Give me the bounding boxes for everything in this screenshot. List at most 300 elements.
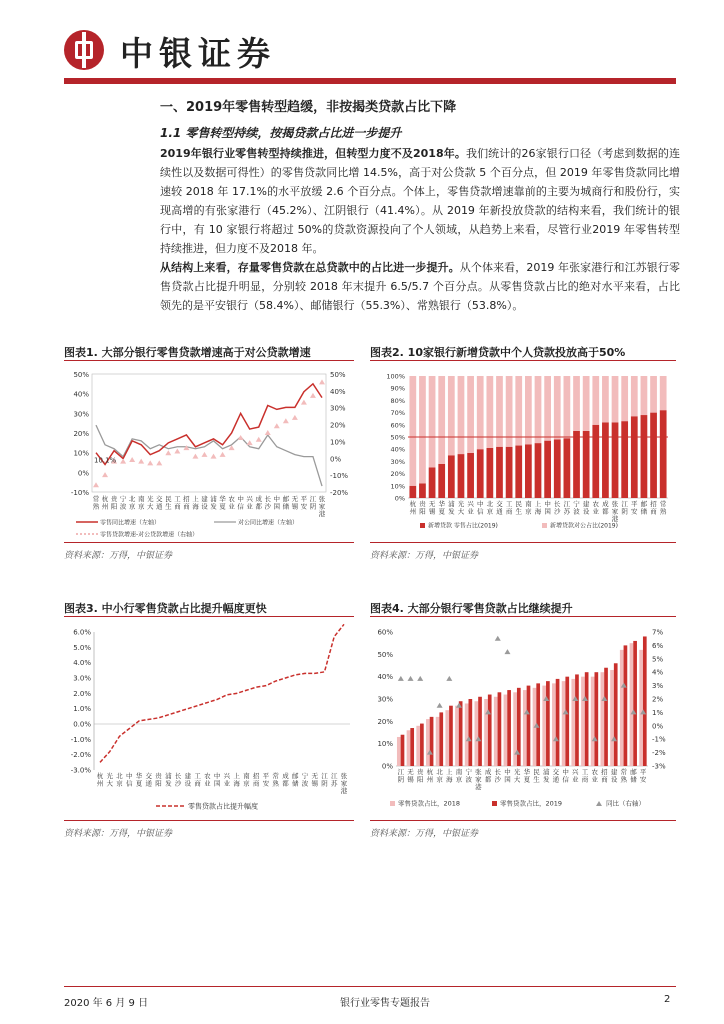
bar-share-2019 [565,677,569,766]
y-tick-label: 20% [390,470,405,479]
legend-swatch-2018 [390,801,395,806]
bar-share-2018 [426,719,430,766]
bar-retail-share [631,416,638,498]
x-tick-label: 平安 [300,495,308,511]
y-tick-right: 20% [330,421,346,430]
x-tick-label: 建设 [201,495,208,511]
y-tick-left: 30% [73,410,89,419]
x-tick-label: 平安 [262,772,270,788]
y-tick-right: 2% [652,695,664,704]
series-diff-point [192,454,198,459]
figure-4-rule [370,616,676,617]
bar-retail-share [612,422,619,498]
bar-corporate-share [496,376,503,447]
x-tick-label: 交通 [145,772,153,788]
point-yoy-change [417,676,423,681]
x-tick-label: 上海 [446,768,453,784]
x-tick-label: 无锡 [407,768,414,784]
bar-share-2019 [507,690,511,766]
y-tick-left: 0% [77,469,89,478]
x-tick-label: 成都 [602,500,609,516]
y-tick-label: 60% [390,421,405,430]
y-tick-label: 50% [390,433,405,442]
x-tick-label: 中国 [213,772,221,788]
series-corporate-growth-line [96,425,322,486]
x-tick-label: 中信 [126,772,133,788]
bar-retail-share [438,464,445,498]
bar-corporate-share [641,376,648,415]
x-tick-label: 江阴 [309,495,317,511]
x-tick-label: 建设 [184,772,192,788]
x-tick-label: 无锡 [428,500,436,516]
x-tick-label: 光大 [146,495,154,511]
bar-retail-share [650,413,657,498]
y-tick-right: -20% [330,489,349,497]
y-tick-label: 5.0% [73,643,91,652]
x-tick-label: 长沙 [494,768,502,784]
y-tick-right: -3% [652,762,666,771]
x-tick-label: 贵阳 [110,495,118,511]
y-tick-left: 10% [73,449,89,458]
bar-corporate-share [612,376,619,422]
y-tick-label: 1.0% [73,705,91,714]
x-tick-label: 杭州 [101,495,109,511]
x-tick-label: 南京 [525,500,532,516]
x-tick-label: 招商 [252,772,260,788]
x-tick-label: 邮储 [630,768,637,784]
bar-share-2018 [504,695,508,766]
y-tick-label: -2.0% [70,751,91,760]
x-tick-label: 张家港 [611,500,619,523]
y-tick-right: 3% [652,682,664,691]
x-tick-label: 兴业 [572,768,579,784]
x-tick-label: 常熟 [659,500,667,516]
y-tick-right: 50% [330,371,346,379]
x-tick-label: 常熟 [620,768,628,784]
y-tick-left: 40% [73,390,89,399]
point-yoy-change [408,676,414,681]
series-diff-point [265,430,271,435]
y-tick-label: 30% [390,457,405,466]
x-tick-label: 北京 [116,772,123,788]
bar-corporate-share [477,376,484,449]
x-tick-label: 成都 [255,495,262,511]
y-tick-right: -1% [652,735,666,744]
bar-corporate-share [573,376,580,431]
y-tick-left: 30% [377,695,393,704]
series-diff-point [174,449,180,454]
legend-label: 零售贷款占比，2018 [398,799,461,808]
x-tick-label: 浦发 [165,772,172,788]
y-tick-right: 6% [652,641,664,650]
bar-share-2019 [449,706,453,766]
bar-retail-share [506,447,513,498]
bar-share-2018 [465,703,469,766]
x-tick-label: 张家港 [318,495,326,518]
x-tick-label: 平安 [639,768,647,784]
bar-share-2018 [581,677,585,766]
bar-corporate-share [554,376,561,439]
y-tick-right: 0% [652,722,664,731]
x-tick-label: 工商 [505,500,513,516]
point-yoy-change [495,636,501,641]
legend-swatch-yoy [596,801,602,806]
figure-2-chart [370,364,676,540]
bar-retail-share [583,431,590,498]
series-diff-point [247,440,253,445]
bar-share-2019 [643,636,647,766]
x-tick-label: 杭州 [426,768,434,784]
x-tick-label: 江阴 [621,500,628,516]
x-tick-label: 无锡 [311,772,318,788]
paragraph-1-body: 我们统计的26家银行口径（考虑到数据的连续性以及数据可得性）的零售贷款同比增 14.5%，高于对公贷款 5 个百分点，但 2019 年零售贷款同比增速较 2018 年 17.1%的水平放缓 2.6 个百分点。个体上，零售贷款增速靠前的主要为城商行和股份行，实现高增的有张家港行（45.2%）、江阴银行（41.4%）。从 2019 年新投放贷款的结构来看，我们统计的银行中，有 10 家银行将超过 50%的贷款资源投向了个人领域，从趋势上来看，尽管行业2019 年零售转型持续推进，但力度不及2018 年。 [160,147,680,255]
bar-corporate-share [438,376,445,464]
figure-2-title: 图表2. 10家银行新增贷款中个人贷款投放高于50% [370,346,626,359]
footer-divider [64,986,676,987]
bar-share-2018 [475,701,479,766]
figure-4-source: 资料来源：万得，中银证券 [370,829,479,839]
legend-swatch-retail [420,523,425,528]
x-tick-label: 工商 [174,495,181,511]
x-tick-label: 华夏 [438,500,445,516]
x-tick-label: 中国 [544,500,551,516]
legend-label: 对公同比增速（左轴） [238,519,299,527]
y-tick-label: 10% [390,482,405,491]
y-tick-label: -3.0% [70,766,91,775]
bar-corporate-share [592,376,599,425]
x-tick-label: 北京 [436,768,443,784]
series-diff-point [211,454,217,459]
y-tick-label: -1.0% [70,735,91,744]
bar-share-2019 [478,697,482,766]
legend-label: 零售同比增速（左轴） [100,519,161,527]
bar-share-2018 [436,717,440,766]
bar-share-2019 [401,735,405,766]
bank-logo-icon [64,30,104,70]
paragraph-2 [160,258,680,315]
bar-retail-share [602,422,609,498]
figure-3-rule [64,616,354,617]
bar-share-2018 [591,677,595,766]
bar-retail-share [525,444,532,498]
x-tick-label: 招商 [183,495,190,511]
bar-retail-share [515,446,522,498]
y-tick-right: 30% [330,404,346,413]
paragraph-2-lead: 从结构上来看，存量零售贷款在总贷款中的占比进一步提升。 [160,261,460,274]
header-divider [64,78,676,84]
y-tick-left: 10% [377,740,393,749]
series-diff-point [147,460,153,465]
x-tick-label: 邮储 [291,772,299,788]
bar-retail-share [429,468,436,499]
bar-retail-share [467,453,474,498]
footer-date: 2020 年 6 月 9 日 [64,998,149,1009]
x-tick-label: 南京 [137,495,145,511]
x-tick-label: 杭州 [96,772,104,788]
bar-corporate-share [419,376,426,483]
series-diff-point [129,457,135,462]
series-diff-point [238,435,244,440]
x-tick-label: 南京 [243,772,250,788]
series-diff-point [120,459,126,464]
x-tick-label: 民生 [165,495,172,511]
bar-share-2018 [455,706,459,766]
x-tick-label: 长沙 [554,500,561,516]
bar-share-2018 [523,690,527,766]
bar-share-2018 [552,683,556,766]
point-yoy-change [398,676,404,681]
y-tick-left: 20% [377,717,393,726]
y-tick-right: 5% [652,655,664,664]
x-tick-label: 张家港 [475,768,482,791]
bar-share-2019 [488,695,492,766]
x-tick-label: 交通 [552,768,560,784]
y-tick-label: 2.0% [73,689,91,698]
y-tick-left: 50% [377,650,393,659]
x-tick-label: 常熟 [272,772,279,788]
y-tick-label: 3.0% [73,674,91,683]
x-tick-label: 宁波 [119,495,127,511]
y-tick-right: 4% [652,668,664,677]
bar-retail-share [477,449,484,498]
bar-share-2019 [410,728,414,766]
x-tick-label: 中信 [476,500,484,516]
x-tick-label: 北京 [128,495,136,511]
y-tick-left: 50% [73,371,89,379]
x-tick-label: 兴业 [467,500,474,516]
x-tick-label: 宁波 [301,772,309,788]
bar-share-2019 [498,692,502,766]
bar-retail-share [535,443,542,498]
bar-share-2018 [630,643,634,766]
point-yoy-change [504,649,510,654]
x-tick-label: 成都 [484,768,492,784]
y-tick-left: 40% [377,673,393,682]
x-tick-label: 贵阳 [155,772,162,788]
bar-retail-share [458,454,465,498]
x-tick-label: 邮储 [282,495,290,511]
x-tick-label: 江阴 [397,768,405,784]
bar-share-2018 [445,710,449,766]
figure-3-title: 图表3. 中小行零售贷款占比提升幅度更快 [64,602,267,615]
y-tick-label: 0% [394,494,405,503]
x-tick-label: 南京 [455,768,463,784]
series-diff-point [319,379,325,384]
bar-retail-share [448,455,455,498]
x-tick-label: 工商 [194,772,201,788]
series-diff-point [201,452,207,457]
point-yoy-change [446,676,452,681]
x-tick-label: 江苏 [330,772,338,788]
bar-corporate-share [621,376,628,421]
figure-1-chart [64,364,356,540]
series-diff-point [102,472,108,477]
figure-4-title: 图表4. 大部分银行零售贷款占比继续提升 [370,602,573,615]
bar-corporate-share [660,376,667,410]
x-tick-label: 农业 [592,500,600,516]
x-tick-label: 农业 [204,772,211,788]
x-tick-label: 贵阳 [416,768,424,784]
x-tick-label: 招商 [601,768,608,784]
x-tick-label: 兴业 [246,495,253,511]
y-tick-left: 60% [377,628,393,637]
legend-label: 新增贷款 零售占比(2019) [428,522,498,530]
bar-share-2019 [594,672,598,766]
x-tick-label: 邮储 [640,500,648,516]
subsection-title: 1.1 零售转型持续，按揭贷款占比进一步提升 [160,126,402,140]
x-tick-label: 华夏 [523,768,531,784]
x-tick-label: 常熟 [92,495,100,511]
x-tick-label: 贵阳 [419,500,426,516]
y-tick-right: 40% [330,387,346,396]
x-tick-label: 宁波 [465,768,472,784]
bar-share-2019 [468,699,472,766]
series-diff-point [292,415,298,420]
bar-share-2019 [614,663,618,766]
paragraph-1 [160,144,680,258]
bar-share-2019 [575,674,579,766]
figure-4-chart [370,620,676,818]
bar-retail-share [496,447,503,498]
figure-3-chart [64,620,356,818]
paragraph-2-body: 从个体来看，2019 年张家港行和江苏银行零售贷款占比提升明显，分别较 2018 年末提升 6.5/5.7 个百分点。从零售贷款占比的绝对水平来看，占比领先的是平安银行（58.4%）、邮储银行（55.3%）、常熟银行（53.8%）。 [160,261,680,312]
bar-corporate-share [467,376,474,453]
bar-retail-share [554,439,561,498]
y-tick-label: 70% [390,409,405,418]
figure-1-title: 图表1. 大部分银行零售贷款增速高于对公贷款增速 [64,346,311,359]
bar-share-2018 [639,650,643,766]
bar-share-2019 [527,686,531,766]
bar-share-2018 [494,697,498,766]
legend-label: 零售贷款增速-对公贷款增速（右轴） [100,531,199,539]
bar-corporate-share [448,376,455,455]
x-tick-label: 华夏 [219,495,226,511]
x-tick-label: 民生 [533,768,540,784]
x-tick-label: 中国 [504,768,511,784]
y-tick-right: 7% [652,628,664,637]
x-tick-label: 建设 [610,768,618,784]
bar-share-2018 [416,726,420,766]
series-diff-point [220,452,226,457]
x-tick-label: 北京 [486,500,494,516]
bar-corporate-share [631,376,638,416]
x-tick-label: 光大 [513,768,521,784]
series-diff-point [93,482,99,487]
bar-share-2019 [430,717,434,766]
legend-swatch-corporate [542,523,547,528]
x-tick-label: 民生 [515,500,522,516]
y-tick-label: 80% [390,396,405,405]
point-yoy-change [437,703,443,708]
series-diff-point [310,393,316,398]
annotation-label: 10.1% [94,456,117,465]
bar-corporate-share [602,376,609,422]
figure-2-source: 资料来源：万得，中银证券 [370,551,479,561]
bar-share-2019 [459,701,463,766]
x-tick-label: 长沙 [174,772,182,788]
x-tick-label: 宁波 [573,500,580,516]
y-tick-right: -2% [652,749,666,758]
footer-report-name: 银行业零售专题报告 [340,998,430,1009]
bar-retail-share [641,415,648,498]
brand-name: 中银证券 [120,34,276,73]
x-tick-label: 浦发 [448,500,455,516]
bar-share-2019 [585,672,589,766]
bar-retail-share [573,431,580,498]
bar-share-2018 [620,650,624,766]
bar-share-2018 [513,692,517,766]
x-tick-label: 上海 [534,500,542,516]
y-tick-left: -10% [70,489,89,497]
x-tick-label: 交通 [156,495,163,511]
bar-retail-share [660,410,667,498]
bar-share-2019 [633,641,637,766]
x-tick-label: 交通 [496,500,503,516]
x-tick-label: 江阴 [321,772,328,788]
bar-corporate-share [409,376,416,486]
page-number: 2 [664,994,671,1005]
bar-share-2019 [556,679,560,766]
series-diff-point [301,400,307,405]
bar-retail-share [486,448,493,498]
bar-share-2019 [439,712,443,766]
x-tick-label: 上海 [192,495,199,511]
y-tick-label: 100% [386,372,405,381]
bar-corporate-share [515,376,522,446]
bar-share-2018 [601,672,605,766]
x-tick-label: 中信 [562,768,569,784]
series-diff-point [256,437,262,442]
x-tick-label: 兴业 [223,772,231,788]
x-tick-label: 中国 [273,495,281,511]
paragraph-1-lead: 2019年银行业零售转型持续推进，但转型力度不及2018年。 [160,147,466,160]
bar-retail-share [409,486,416,498]
bar-corporate-share [650,376,657,413]
x-tick-label: 无锡 [291,495,299,511]
bar-share-2018 [407,730,411,766]
y-tick-right: 1% [652,708,664,717]
y-tick-right: 10% [330,438,346,447]
bar-retail-share [419,483,426,498]
figure-3-bottom-rule [64,820,354,821]
bar-share-2019 [624,645,628,766]
figure-1-bottom-rule [64,542,354,543]
x-tick-label: 工商 [581,768,589,784]
series-diff-point [274,423,280,428]
x-tick-label: 江苏 [563,500,571,516]
x-tick-label: 杭州 [409,500,417,516]
bar-corporate-share [506,376,513,447]
figure-3-source: 资料来源：万得，中银证券 [64,829,173,839]
series-share-change-line [100,624,344,762]
y-tick-label: 4.0% [73,659,91,668]
bar-retail-share [621,421,628,498]
figure-1-source: 资料来源：万得，中银证券 [64,551,173,561]
x-tick-label: 张家港 [340,772,348,795]
figure-2-bottom-rule [370,542,676,543]
legend-label: 新增贷款对公占比(2019) [550,522,618,530]
x-tick-label: 成都 [282,772,289,788]
figure-2-rule [370,360,676,361]
x-tick-label: 光大 [106,772,114,788]
y-tick-label: 40% [390,445,405,454]
y-tick-label: 0.0% [73,720,91,729]
bar-share-2019 [420,724,424,766]
bar-share-2018 [397,737,401,766]
y-tick-right: 0% [330,455,342,464]
legend-label: 零售贷款占比提升幅度 [188,802,258,811]
x-tick-label: 招商 [650,500,657,516]
